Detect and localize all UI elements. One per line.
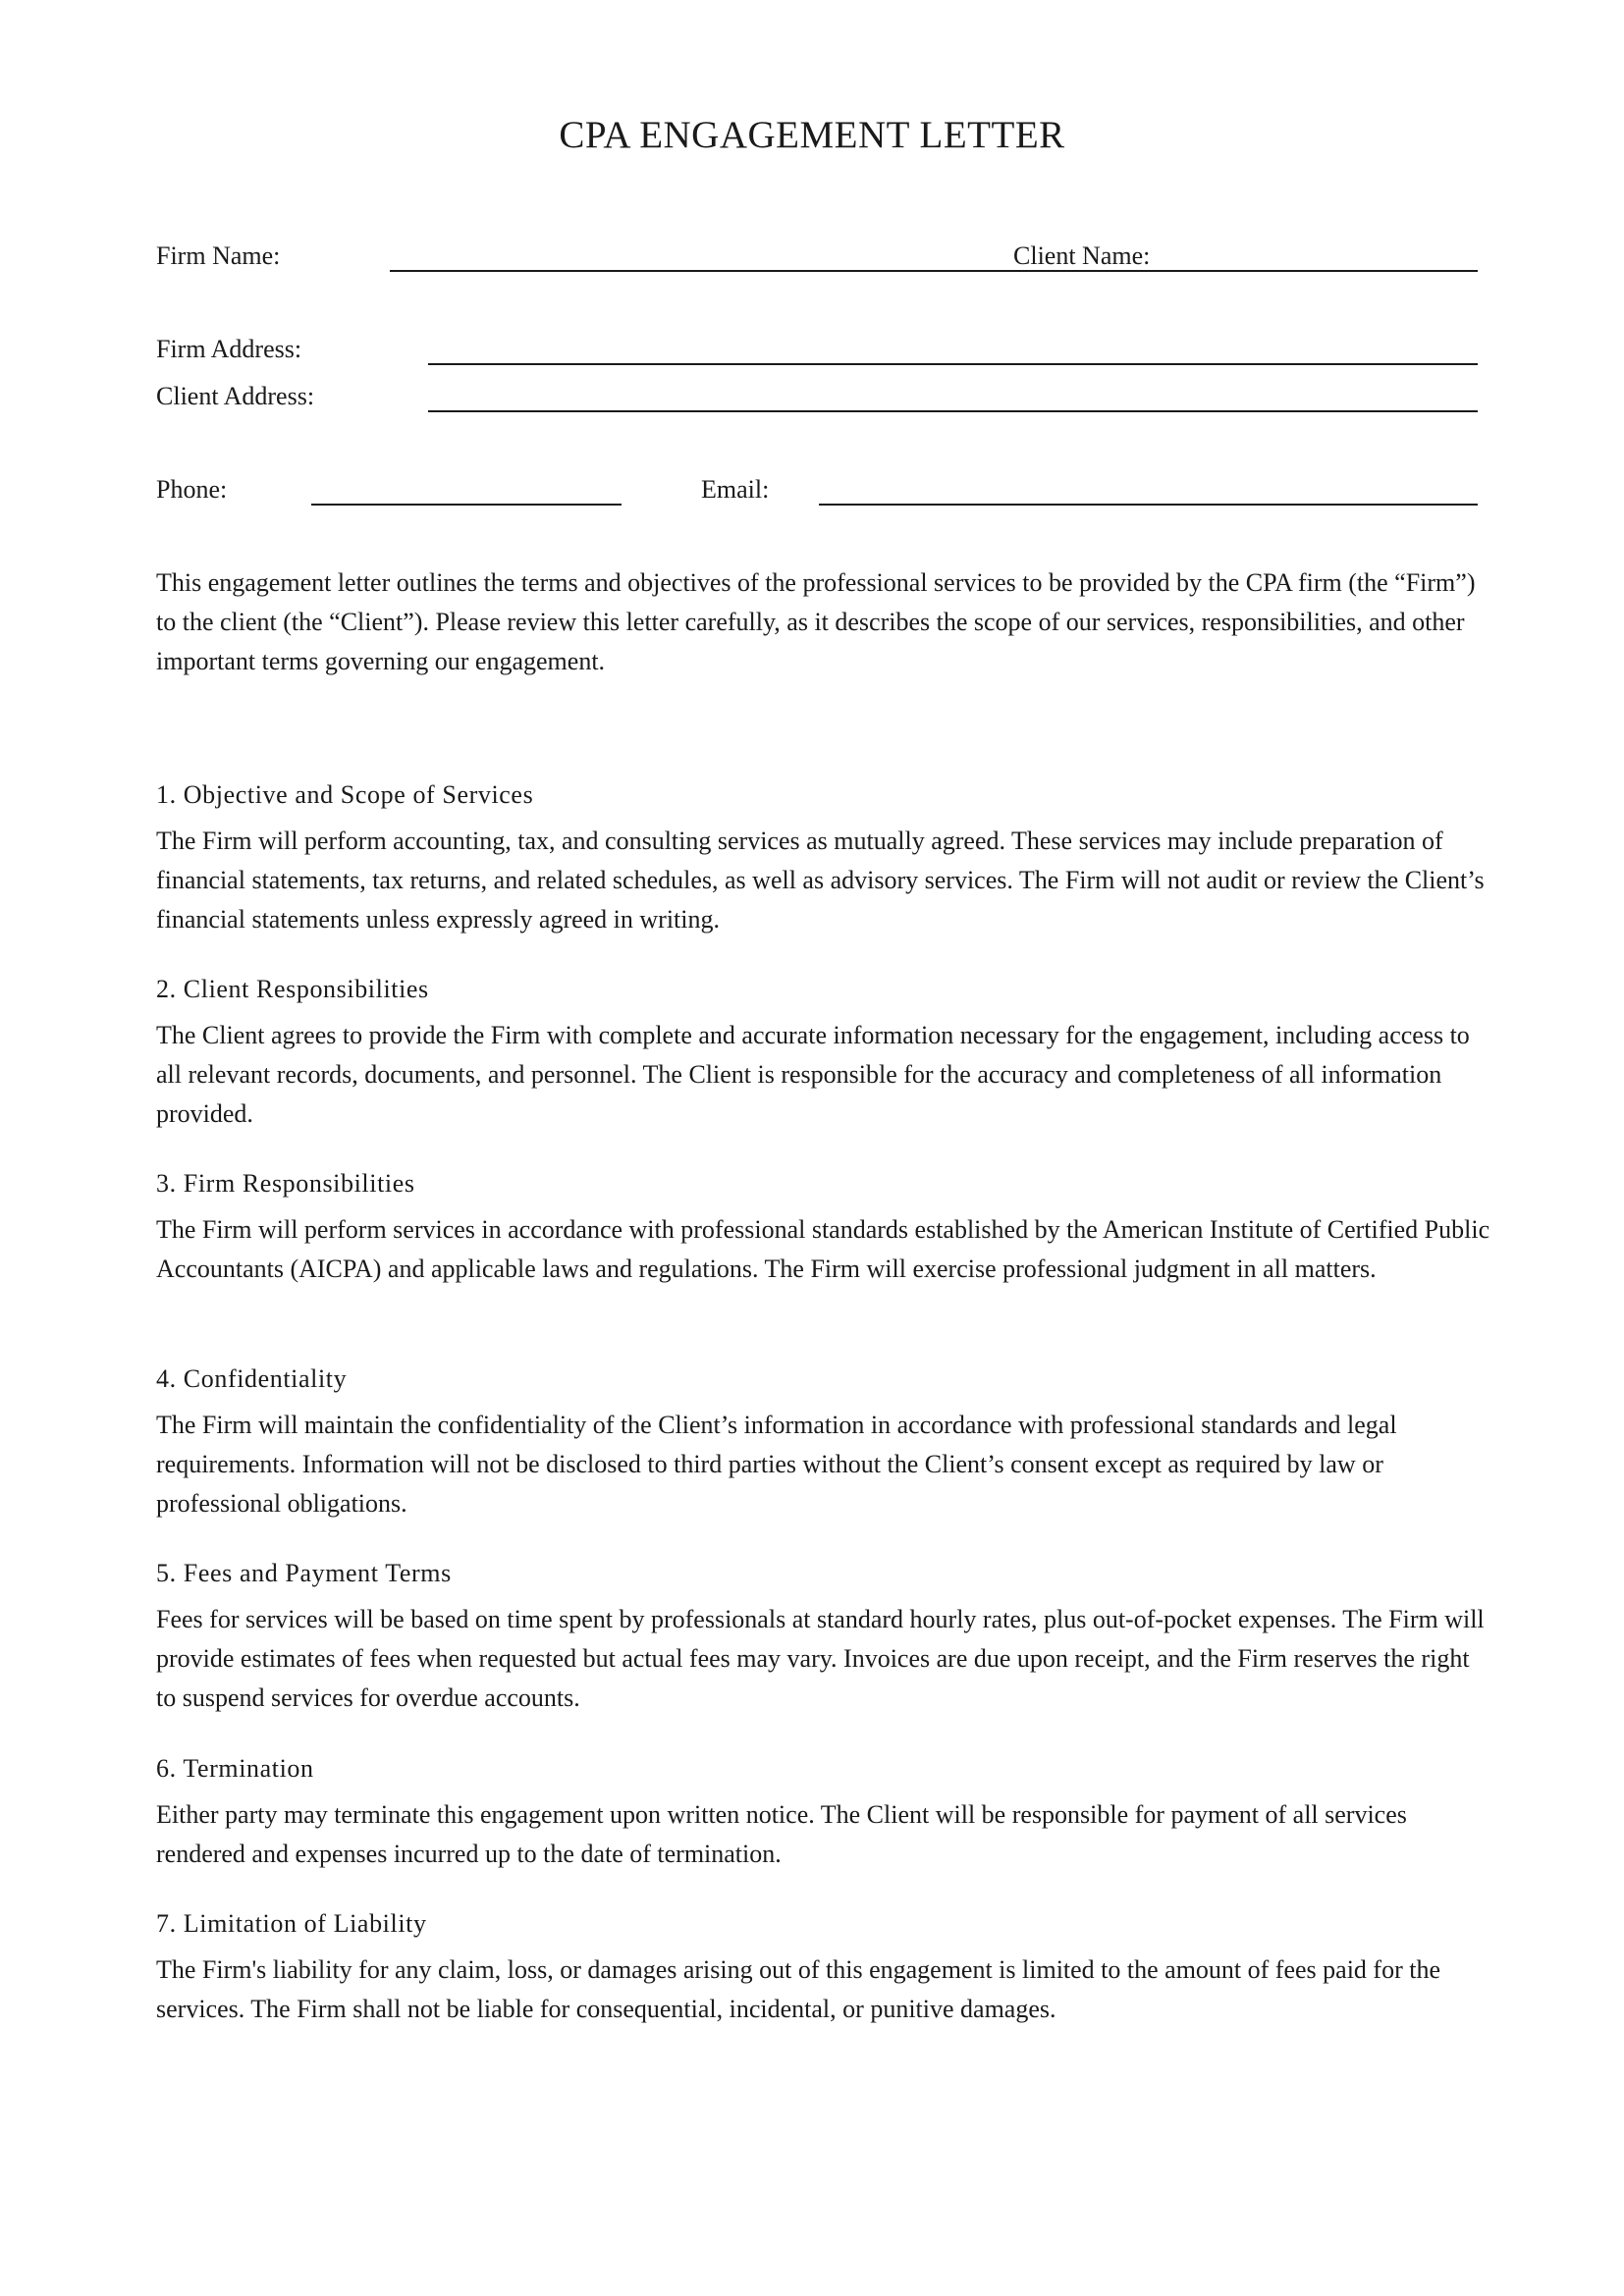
intro-paragraph: This engagement letter outlines the terms and objectives of the professional services to be provided by the CPA firm (the “Firm”) to the client (the “Client”). Please review this letter carefully, as it describes the scope of our services, responsibilities, and other important terms governing our engagement. [156, 568, 1476, 675]
firm-name-field[interactable] [390, 270, 1478, 272]
section-confidentiality [156, 1366, 1491, 1523]
section-firm-responsibilities [156, 1171, 1491, 1289]
section-limitation-liability [156, 1911, 1491, 2029]
section-client-responsibilities [156, 977, 1491, 1134]
firm-address-label: Firm Address: [156, 335, 302, 363]
section-body: Either party may terminate this engagement upon written notice. The Client will be responsible for payment of all services rendered and expenses incurred up to the date of termination. [156, 1800, 1407, 1868]
section-fees-payment [156, 1561, 1491, 1718]
email-label: Email: [701, 475, 770, 504]
section-heading: 3. Firm Responsibilities [156, 1169, 415, 1198]
section-body: Fees for services will be based on time spent by professionals at standard hourly rates, plus out-of-pocket expenses. The Firm will provide estimates of fees when requested but actual fees may vary. Invoices are due upon receipt, and the Firm reserves the right to suspend services for overdue accounts. [156, 1605, 1485, 1712]
section-heading: 7. Limitation of Liability [156, 1909, 427, 1938]
client-address-label: Client Address: [156, 382, 315, 410]
section-termination [156, 1756, 1491, 1874]
section-heading: 5. Fees and Payment Terms [156, 1559, 452, 1587]
phone-field[interactable] [311, 504, 622, 506]
firm-name-label: Firm Name: [156, 241, 281, 270]
firm-address-field[interactable] [428, 363, 1478, 365]
section-body: The Firm will maintain the confidentiality of the Client’s information in accordance with professional standards and legal requirements. Information will not be disclosed to third parties without the Client’s consent except as required by law or professional obligations. [156, 1411, 1397, 1518]
section-body: The Firm will perform accounting, tax, and consulting services as mutually agreed. These services may include preparation of financial statements, tax returns, and related schedules, as well as advisory services. The Firm will not audit or review the Client’s financial statements unless expressly agreed in writing. [156, 827, 1485, 934]
section-body: The Firm will perform services in accordance with professional standards established by the American Institute of Certified Public Accountants (AICPA) and applicable laws and regulations. The Firm will exercise professional judgment in all matters. [156, 1215, 1490, 1283]
section-body: The Firm's liability for any claim, loss, or damages arising out of this engagement is limited to the amount of fees paid for the services. The Firm shall not be liable for consequential, incidental, or punitive damages. [156, 1955, 1441, 2023]
client-address-field[interactable] [428, 410, 1478, 412]
section-heading: 2. Client Responsibilities [156, 975, 429, 1003]
section-heading: 1. Objective and Scope of Services [156, 780, 534, 809]
section-heading: 4. Confidentiality [156, 1364, 348, 1393]
section-body: The Client agrees to provide the Firm with complete and accurate information necessary for the engagement, including access to all relevant records, documents, and personnel. The Client is responsible for the accuracy and completeness of all information provided. [156, 1021, 1470, 1128]
client-name-label: Client Name: [1013, 241, 1151, 270]
section-objective-scope [156, 782, 1491, 939]
section-heading: 6. Termination [156, 1754, 314, 1783]
phone-label: Phone: [156, 475, 228, 504]
page-title: CPA ENGAGEMENT LETTER [559, 114, 1065, 156]
email-field[interactable] [819, 504, 1478, 506]
